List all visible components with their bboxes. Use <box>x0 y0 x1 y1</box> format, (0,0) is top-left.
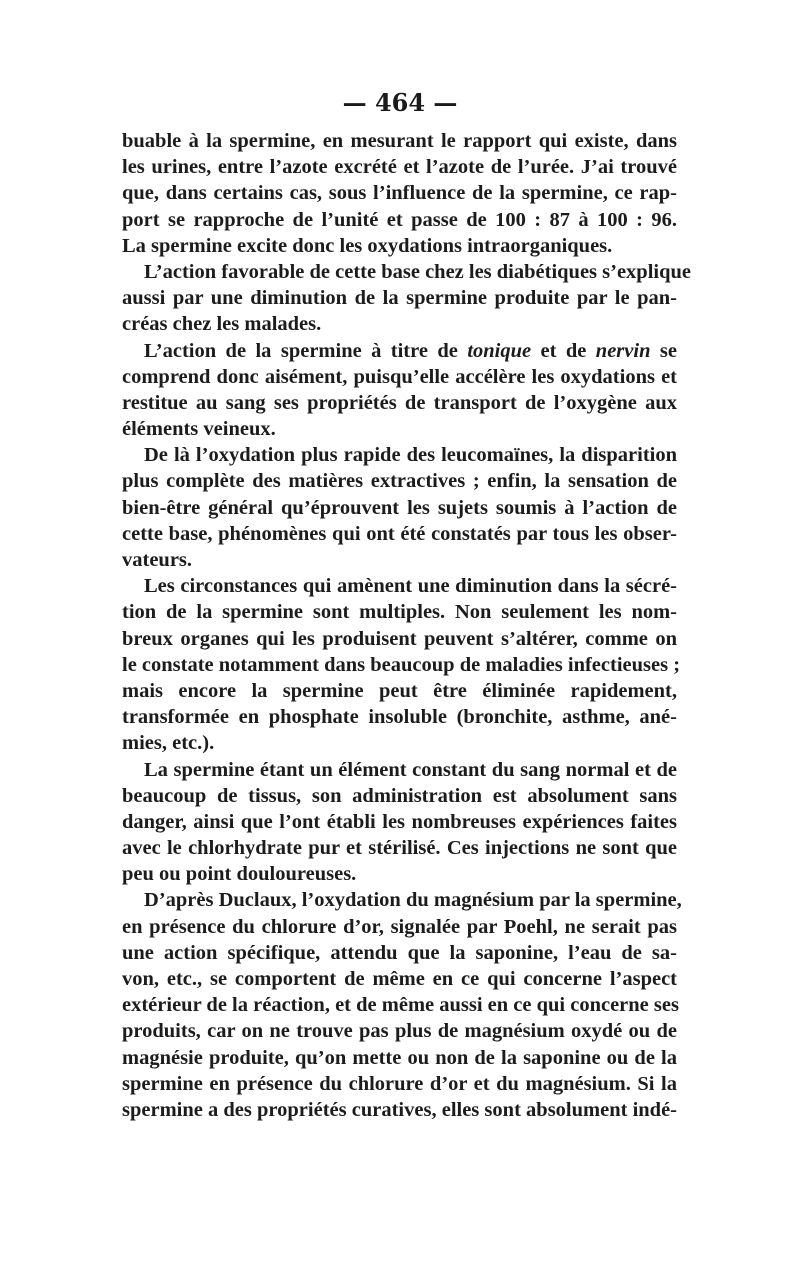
text-fragment: se <box>650 339 677 362</box>
text-line: mies, etc.). <box>122 732 215 755</box>
text-line: danger, ainsi que l’ont établi les nombreuses expériences faites <box>122 810 677 833</box>
italic-term: nervin <box>595 339 651 362</box>
text-line: avec le chlorhydrate pur et stérilisé. Ces injections ne sont que <box>122 837 677 860</box>
text-line: produits, car on ne trouve pas plus de magnésium oxydé ou de <box>122 1020 677 1043</box>
text-fragment: et de <box>531 339 596 362</box>
text-line: le constate notamment dans beaucoup de maladies infectieuses ; <box>122 653 681 676</box>
text-line: L’action favorable de cette base chez les diabétiques s’explique <box>144 260 692 283</box>
text-line: bien-être général qu’éprouvent les sujets soumis à l’action de <box>122 496 677 519</box>
text-line: tion de la spermine sont multiples. Non seulement les nom- <box>122 601 677 624</box>
text-line: les urines, entre l’azote excrété et l’azote de l’urée. J’ai trouvé <box>122 156 677 179</box>
page-number: — 464 — <box>342 88 458 117</box>
text-line: cette base, phénomènes qui ont été constatés par tous les obser- <box>122 522 677 545</box>
text-line: magnésie produite, qu’on mette ou non de la saponine ou de la <box>122 1046 677 1069</box>
text-line: spermine a des propriétés curatives, elles sont absolument indé- <box>122 1098 677 1121</box>
text-fragment: L’action de la spermine à titre de <box>144 339 468 362</box>
text-line: peu ou point douloureuses. <box>122 863 357 886</box>
text-line: créas chez les malades. <box>122 313 322 336</box>
text-line: La spermine excite donc les oxydations intraorganiques. <box>122 234 613 257</box>
text-line: transformée en phosphate insoluble (bronchite, asthme, ané- <box>122 706 677 729</box>
text-line: La spermine étant un élément constant du sang normal et de <box>144 758 677 781</box>
text-line: restitue au sang ses propriétés de transport de l’oxygène aux <box>122 391 677 414</box>
text-line: en présence du chlorure d’or, signalée par Poehl, ne serait pas <box>122 915 677 938</box>
text-line: éléments veineux. <box>122 418 276 441</box>
body-text <box>122 128 692 1123</box>
text-line: comprend donc aisément, puisqu’elle accélère les oxydations et <box>122 365 677 388</box>
text-line: extérieur de la réaction, et de même aussi en ce qui concerne ses <box>122 994 679 1017</box>
text-line: Les circonstances qui amènent une diminution dans la sécré- <box>144 575 677 598</box>
text-line: que, dans certains cas, sous l’influence de la spermine, ce rap- <box>122 182 677 205</box>
text-line: D’après Duclaux, l’oxydation du magnésium par la spermine, <box>144 889 682 912</box>
text-line: vateurs. <box>122 549 193 571</box>
text-line: une action spécifique, attendu que la saponine, l’eau de sa- <box>122 941 677 964</box>
text-line: spermine en présence du chlorure d’or et du magnésium. Si la <box>122 1072 677 1095</box>
text-line: buable à la spermine, en mesurant le rapport qui existe, dans <box>122 130 677 152</box>
text-line: beaucoup de tissus, son administration est absolument sans <box>122 784 677 807</box>
text-line: von, etc., se comportent de même en ce qui concerne l’aspect <box>122 968 677 990</box>
text-line: De là l’oxydation plus rapide des leucomaïnes, la disparition <box>144 444 677 467</box>
text-line: plus complète des matières extractives ; enfin, la sensation de <box>122 470 677 493</box>
text-line: breux organes qui les produisent peuvent s’altérer, comme on <box>122 627 677 650</box>
text-line <box>122 338 677 364</box>
italic-term: tonique <box>467 339 532 362</box>
text-line: mais encore la spermine peut être éliminée rapidement, <box>122 679 677 702</box>
text-line: port se rapproche de l’unité et passe de 100 : 87 à 100 : 96. <box>122 208 677 231</box>
text-line: aussi par une diminution de la spermine produite par le pan- <box>122 287 677 310</box>
